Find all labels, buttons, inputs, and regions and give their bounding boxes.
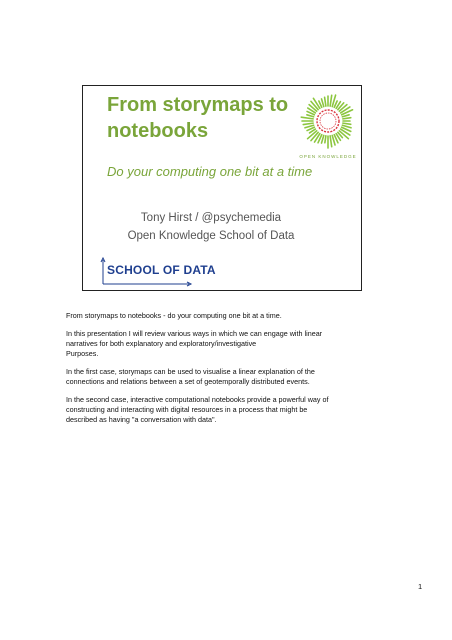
notes-paragraph-1: From storymaps to notebooks - do your computing one bit at a time. xyxy=(66,311,282,320)
logo-ray xyxy=(322,99,324,107)
logo-ray xyxy=(343,123,351,124)
logo-ray xyxy=(330,136,332,147)
slide-title: From storymaps to notebooks xyxy=(107,94,289,142)
logo-ray xyxy=(322,135,324,143)
logo-ray xyxy=(343,118,351,119)
speaker-notes xyxy=(66,311,386,433)
notes-paragraph-2: In this presentation I will review various ways in which we can engage with linear narratives for both explanatory and exploratory/investigative Purposes. xyxy=(66,329,323,358)
logo-ray xyxy=(342,115,349,117)
logo-ray xyxy=(303,123,313,124)
page-number: 1 xyxy=(418,582,423,591)
slide-thumbnail xyxy=(82,85,362,291)
author-affiliation: Open Knowledge School of Data xyxy=(127,230,295,242)
logo-ray xyxy=(330,95,332,106)
author-name: Tony Hirst / @psychemedia xyxy=(140,212,282,224)
logo-ray xyxy=(325,136,326,143)
logo-ray xyxy=(325,97,326,106)
logo-ray xyxy=(301,117,313,119)
logo-ray xyxy=(307,115,314,117)
notes-paragraph-3: In the first case, storymaps can be used to visualise a linear explanation of the connections and relations between a set of geotemporally distributed events. xyxy=(66,367,315,386)
notes-paragraph-4: In the second case, interactive computational notebooks provide a powerful way of constructing and interacting with digital resources in a process that might be described as having "a conversation with data". xyxy=(66,395,329,424)
open-knowledge-label: OPEN KNOWLEDGE xyxy=(299,154,357,159)
slide-subtitle: Do your computing one bit at a time xyxy=(107,164,313,179)
school-of-data-text: SCHOOL OF DATA xyxy=(107,263,216,277)
